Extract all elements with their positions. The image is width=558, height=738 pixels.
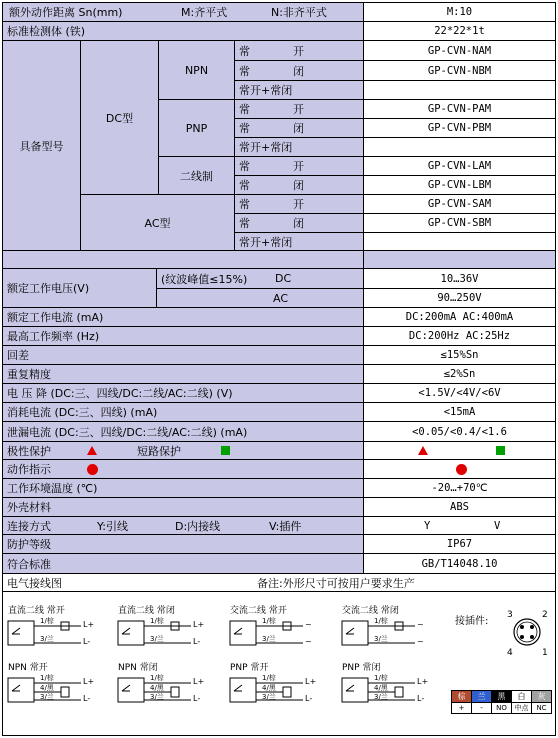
connection-value [363, 516, 556, 535]
terminal-label: L+ [305, 677, 317, 686]
diagram-title: 交流二线 常闭 [342, 606, 399, 616]
model-row-contact: 闭 [293, 217, 304, 230]
connection-y: Y:引线 [97, 519, 128, 533]
short-circuit-label: 短路保护 [137, 444, 181, 458]
diagram-title: PNP 常开 [230, 663, 269, 673]
model-row-type: 常开+常闭 [239, 235, 293, 249]
model-code: GP-CVN-PBM [363, 118, 556, 138]
spec-label: 工作环境温度 (℃) [2, 478, 364, 498]
header-row [2, 2, 364, 22]
indicator-row [2, 459, 364, 479]
model-row-type: 常开+常闭 [239, 84, 293, 97]
legend-color: 兰 [471, 690, 492, 703]
models-group-label: 具备型号 [2, 40, 81, 251]
spec-value: DC:200mA AC:400mA [363, 307, 556, 327]
header-mid2: N:非齐平式 [271, 6, 327, 19]
voltage-ac: AC [273, 291, 289, 305]
pin-2: 2 [542, 610, 548, 620]
model-row-2 [234, 80, 364, 100]
model-code: GP-CVN-SAM [363, 194, 556, 214]
polarity-protection-label: 极性保护 [7, 444, 51, 458]
terminal-label: L- [83, 637, 91, 646]
spec-label: 符合标准 [2, 553, 364, 574]
legend-color: 黑 [491, 690, 512, 703]
spec-label: 电 压 降 (DC:三、四线/DC:二线/AC:二线) (V) [2, 383, 364, 403]
connection-d: D:内接线 [175, 519, 221, 533]
spec-value: DC:200Hz AC:25Hz [363, 326, 556, 346]
wire-label: 3/兰 [262, 635, 276, 643]
terminal-label: ~ [417, 620, 424, 629]
connection-label: 连接方式 [7, 519, 51, 533]
spec-value: <15mA [363, 402, 556, 422]
legend-function: 中点 [511, 702, 532, 714]
diagram-title: 交流二线 常开 [230, 606, 287, 616]
model-code [363, 137, 556, 157]
model-code: GP-CVN-SBM [363, 213, 556, 233]
wire-label: 3/兰 [150, 635, 164, 643]
terminal-label: L+ [417, 677, 429, 686]
voltage-ac-row [156, 288, 364, 308]
terminal-label: L- [417, 694, 425, 703]
terminal-label: L+ [193, 677, 205, 686]
spec-value: -20…+70℃ [363, 478, 556, 498]
voltage-dc-row [156, 268, 364, 289]
wire-label: 3/兰 [40, 693, 54, 701]
model-code [363, 80, 556, 100]
diagram-title: NPN 常闭 [118, 663, 158, 673]
model-row-type: 常开+常闭 [239, 141, 293, 154]
indicator-value [363, 459, 556, 479]
standard-target-label: 标准检测体 (铁) [2, 21, 364, 41]
wire-label: 4/黑 [374, 684, 388, 692]
model-row-type: 常 [239, 103, 250, 116]
wiring-note: 备注:外形尺寸可按用户要求生产 [257, 576, 415, 590]
ac-type-label: AC型 [80, 194, 235, 251]
legend-color: 白 [511, 690, 532, 703]
spec-value: GB/T14048.10 [363, 553, 556, 574]
npn-label: NPN [158, 40, 235, 100]
model-code: GP-CVN-LBM [363, 175, 556, 195]
voltage-ripple: (纹波峰值≤15%) [161, 272, 248, 286]
wire-label: 1/棕 [40, 674, 54, 682]
wire-label: 1/棕 [262, 617, 276, 625]
diagram-title: 直流二线 常开 [8, 606, 65, 616]
plug-label: 接插件: [455, 616, 489, 627]
model-code: GP-CVN-NBM [363, 60, 556, 81]
terminal-label: L+ [193, 620, 205, 629]
pin-1: 1 [542, 648, 548, 658]
wire-label: 3/兰 [374, 693, 388, 701]
wire-label: 1/棕 [374, 674, 388, 682]
blank-row-right [363, 250, 556, 269]
pnp-label: PNP [158, 99, 235, 157]
voltage-dc-value: 10…36V [363, 268, 556, 289]
spec-label: 重复精度 [2, 364, 364, 384]
terminal-label: ~ [305, 637, 312, 646]
model-row-5 [234, 137, 364, 157]
terminal-label: ~ [305, 620, 312, 629]
model-row-type: 常 [239, 217, 250, 230]
model-row-8 [234, 194, 364, 214]
model-row-contact: 开 [293, 198, 304, 211]
terminal-label: ~ [417, 637, 424, 646]
indicator-dot-value-icon [456, 464, 467, 475]
model-row-contact: 闭 [293, 179, 304, 192]
terminal-label: L+ [83, 620, 95, 629]
wire-label: 3/兰 [374, 635, 388, 643]
wiring-title: 电气接线图 [7, 576, 62, 590]
header-mid1: M:齐平式 [181, 6, 228, 19]
model-code: GP-CVN-PAM [363, 99, 556, 119]
connection-value-v: V [494, 519, 501, 532]
dc-type-label: DC型 [80, 40, 159, 195]
spec-label: 外壳材料 [2, 497, 364, 517]
standard-target-value: 22*22*1t [363, 21, 556, 41]
polarity-triangle-icon [87, 446, 97, 455]
connection-value-y: Y [424, 519, 431, 532]
spec-value: ABS [363, 497, 556, 517]
spec-label: 泄漏电流 (DC:三、四线/DC:二线/AC:二线) (mA) [2, 421, 364, 442]
wire-label: 1/棕 [150, 617, 164, 625]
voltage-dc: DC [275, 272, 292, 285]
model-row-0 [234, 40, 364, 61]
wire-label: 1/棕 [374, 617, 388, 625]
model-row-contact: 闭 [293, 64, 304, 78]
model-row-contact: 开 [293, 160, 304, 173]
wiring-header [2, 573, 556, 592]
wire-label: 4/黑 [150, 684, 164, 692]
indicator-dot-icon [87, 464, 98, 475]
model-row-1 [234, 60, 364, 81]
protection-row [2, 441, 364, 460]
connection-row [2, 516, 364, 535]
spec-value: ≤15%Sn [363, 345, 556, 365]
header-left: 额外动作距离 Sn(mm) [9, 6, 123, 19]
spec-value: <1.5V/<4V/<6V [363, 383, 556, 403]
legend-color: 棕 [451, 690, 472, 703]
model-row-type: 常 [239, 44, 250, 58]
spec-label: 额定工作电流 (mA) [2, 307, 364, 327]
legend-color: 灰 [531, 690, 552, 703]
legend-function: - [471, 702, 492, 714]
spec-label: 防护等级 [2, 534, 364, 554]
terminal-label: L- [193, 694, 201, 703]
model-code [363, 232, 556, 251]
spec-value: <0.05/<0.4/<1.6 [363, 421, 556, 442]
wire-label: 4/黑 [262, 684, 276, 692]
voltage-label: 额定工作电压(V) [2, 268, 157, 308]
model-row-contact: 开 [293, 103, 304, 116]
terminal-label: L- [305, 694, 313, 703]
model-row-9 [234, 213, 364, 233]
short-circuit-square-icon [221, 446, 230, 455]
model-row-10 [234, 232, 364, 251]
header-right: M:10 [363, 2, 556, 22]
terminal-label: L- [83, 694, 91, 703]
wire-label: 3/兰 [262, 693, 276, 701]
polarity-triangle-value-icon [418, 446, 428, 455]
wire-label: 3/兰 [150, 693, 164, 701]
wire-label: 4/黑 [40, 684, 54, 692]
voltage-ac-value: 90…250V [363, 288, 556, 308]
model-row-type: 常 [239, 179, 250, 192]
model-row-4 [234, 118, 364, 138]
terminal-label: L+ [83, 677, 95, 686]
model-row-type: 常 [239, 122, 250, 135]
short-circuit-square-value-icon [496, 446, 505, 455]
wire-label: 3/兰 [40, 635, 54, 643]
pin-4: 4 [507, 648, 513, 658]
spec-label: 回差 [2, 345, 364, 365]
diagram-title: 直流二线 常闭 [118, 606, 175, 616]
spec-label: 消耗电流 (DC:三、四线) (mA) [2, 402, 364, 422]
wire-label: 1/棕 [40, 617, 54, 625]
indicator-label: 动作指示 [7, 463, 51, 476]
spec-value: ≤2%Sn [363, 364, 556, 384]
legend-function: + [451, 702, 472, 714]
model-row-3 [234, 99, 364, 119]
legend-function: NC [531, 702, 552, 714]
wire-label: 1/棕 [150, 674, 164, 682]
wire-label: 1/棕 [262, 674, 276, 682]
legend-function: NO [491, 702, 512, 714]
terminal-label: L- [193, 637, 201, 646]
model-row-type: 常 [239, 64, 250, 78]
spec-label: 最高工作频率 (Hz) [2, 326, 364, 346]
diagram-title: PNP 常闭 [342, 663, 381, 673]
diagram-title: NPN 常开 [8, 663, 48, 673]
spec-value: IP67 [363, 534, 556, 554]
blank-row-left [2, 250, 364, 269]
model-code: GP-CVN-LAM [363, 156, 556, 176]
model-row-contact: 开 [293, 44, 304, 58]
model-code: GP-CVN-NAM [363, 40, 556, 61]
two-wire-label: 二线制 [158, 156, 235, 195]
model-row-contact: 闭 [293, 122, 304, 135]
connection-v: V:插件 [269, 519, 302, 533]
model-row-type: 常 [239, 160, 250, 173]
model-row-type: 常 [239, 198, 250, 211]
model-row-6 [234, 156, 364, 176]
model-row-7 [234, 175, 364, 195]
pin-3: 3 [507, 610, 513, 620]
protection-value [363, 441, 556, 460]
